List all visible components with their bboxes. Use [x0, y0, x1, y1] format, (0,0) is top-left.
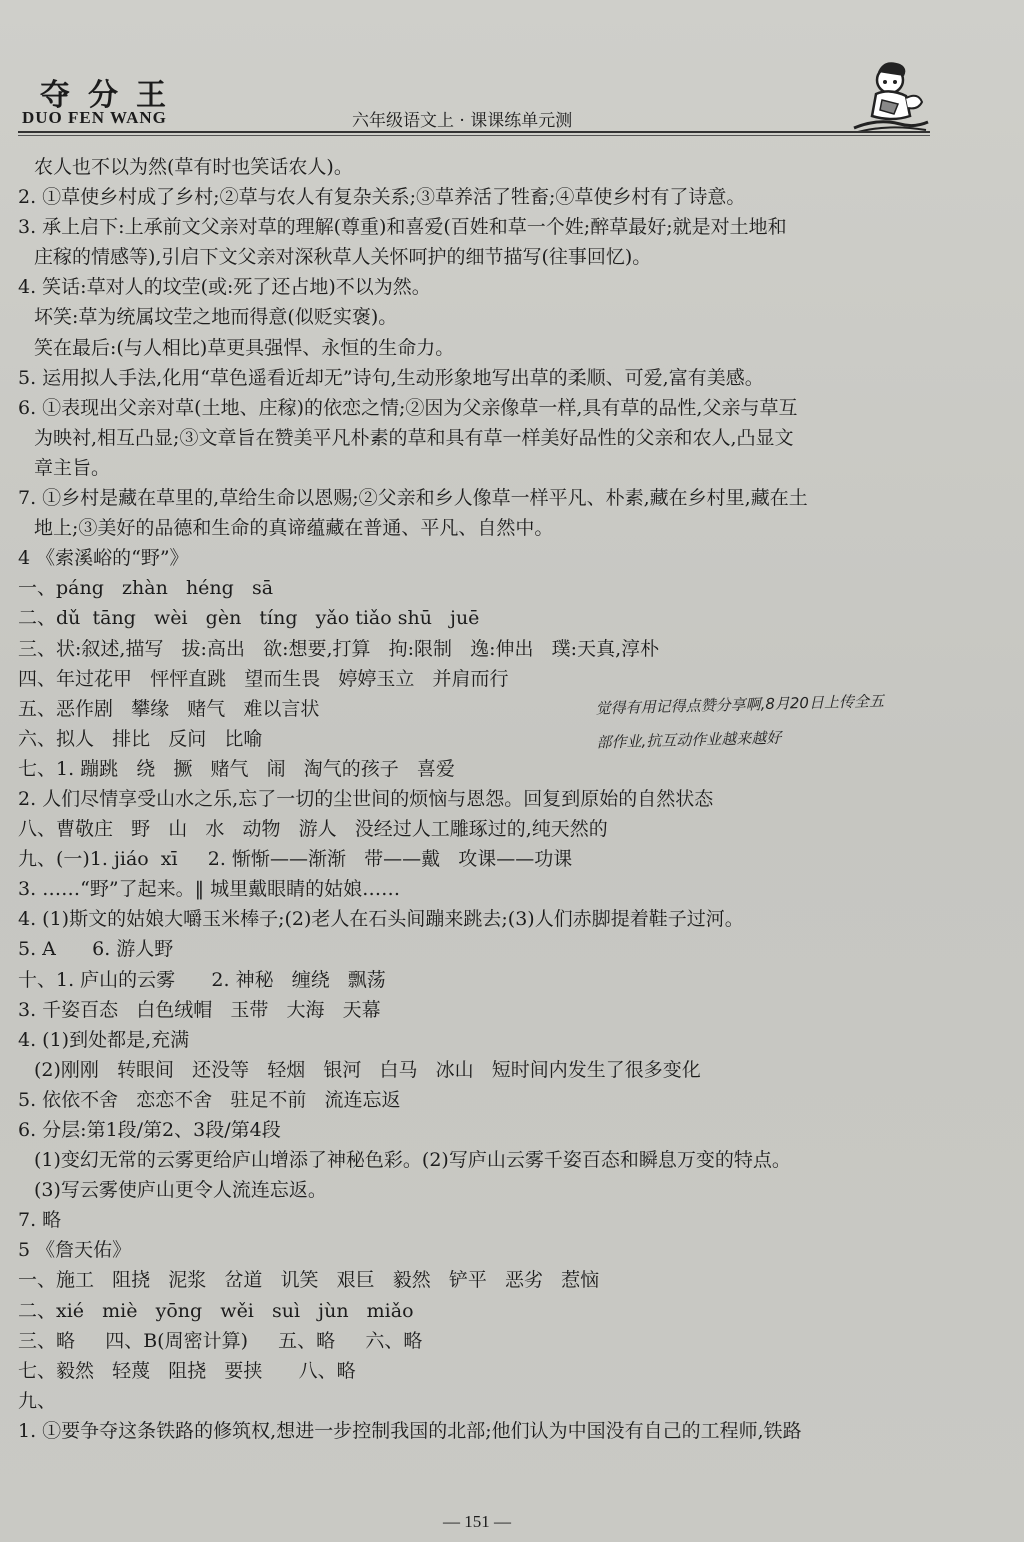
text-line: 笑在最后:(与人相比)草更具强悍、永恒的生命力。: [34, 336, 455, 359]
text-line: 七、毅然 轻蔑 阻挠 要挟 八、略: [18, 1359, 356, 1382]
brand-english: DUO FEN WANG: [22, 108, 167, 127]
text-line: 5 《詹天佑》: [18, 1239, 132, 1262]
handwritten-note-line: 觉得有用记得点赞分享啊,8月20日上传全五: [595, 691, 885, 718]
text-line: (2)刚刚 转眼间 还没等 轻烟 银河 白马 冰山 短时间内发生了很多变化: [34, 1058, 701, 1081]
text-line: 二、dǔ tāng wèi gèn tíng yǎo tiǎo shū juē: [18, 607, 480, 630]
header-rule-thin: [18, 135, 930, 136]
mascot-illustration: [848, 58, 932, 134]
text-line: 六、拟人 排比 反问 比喻: [18, 727, 263, 750]
text-line: 7. 略: [18, 1209, 62, 1232]
text-line: 三、状:叙述,描写 拔:高出 欲:想要,打算 拘:限制 逸:伸出 璞:天真,淳朴: [18, 637, 660, 660]
text-line: 一、páng zhàn héng sā: [18, 577, 274, 600]
text-line: 一、施工 阻挠 泥浆 岔道 讥笑 艰巨 毅然 铲平 恶劣 惹恼: [18, 1269, 600, 1292]
text-line: 二、xié miè yōng wěi suì jùn miǎo: [18, 1299, 414, 1322]
text-line: 2. ①草使乡村成了乡村;②草与农人有复杂关系;③草养活了牲畜;④草使乡村有了诗意。: [18, 186, 746, 209]
text-line: 5. A 6. 游人野: [18, 938, 174, 961]
text-line: 农人也不以为然(草有时也笑话农人)。: [34, 156, 353, 178]
text-line: 4 《索溪峪的“野”》: [18, 547, 189, 570]
text-line: 4. (1)到处都是,充满: [18, 1028, 190, 1051]
text-line: 九、(一)1. jiáo xī 2. 惭惭——渐渐 带——戴 攻课——功课: [18, 848, 573, 871]
text-line: 四、年过花甲 怦怦直跳 望而生畏 婷婷玉立 并肩而行: [18, 667, 509, 690]
text-line: 3. ……“野”了起来。‖ 城里戴眼睛的姑娘……: [18, 878, 401, 901]
text-line: 5. 运用拟人手法,化用“草色遥看近却无”诗句,生动形象地写出草的柔顺、可爱,富有美感。: [18, 366, 764, 389]
text-line: 为映衬,相互凸显;③文章旨在赞美平凡朴素的草和具有草一样美好品性的父亲和农人,凸显文: [34, 426, 794, 449]
text-line: 6. 分层:第1段/第2、3段/第4段: [18, 1119, 281, 1141]
text-line: 6. ①表现出父亲对草(土地、庄稼)的依恋之情;②因为父亲像草一样,具有草的品性,父亲与草互: [18, 396, 798, 419]
text-line: 九、: [18, 1389, 57, 1412]
text-line: 3. 千姿百态 白色绒帽 玉带 大海 天幕: [18, 998, 381, 1021]
page-number: — 151 —: [443, 1512, 511, 1531]
text-line: 五、恶作剧 攀缘 赌气 难以言状: [18, 697, 320, 720]
text-line: 4. 笑话:草对人的坟茔(或:死了还占地)不以为然。: [18, 276, 431, 299]
text-line: 章主旨。: [34, 456, 111, 479]
text-line: 7. ①乡村是藏在草里的,草给生命以恩赐;②父亲和乡人像草一样平凡、朴素,藏在乡村里,藏在土: [18, 487, 808, 510]
text-line: 4. (1)斯文的姑娘大嚼玉米棒子;(2)老人在石头间蹦来跳去;(3)人们赤脚提着鞋子过河。: [18, 908, 744, 931]
text-line: 坏笑:草为统属坟茔之地而得意(似贬实褒)。: [34, 306, 398, 329]
handwritten-note: [595, 681, 1017, 760]
answer-text-body: [18, 152, 1008, 1446]
text-line: 1. ①要争夺这条铁路的修筑权,想进一步控制我国的北部;他们认为中国没有自己的工程师,铁路: [18, 1419, 802, 1442]
text-line: 3. 承上启下:上承前文父亲对草的理解(尊重)和喜爱(百姓和草一个姓;醉草最好;就是对土地和: [18, 216, 787, 239]
text-line: (1)变幻无常的云雾更给庐山增添了神秘色彩。(2)写庐山云雾千姿百态和瞬息万变的特点。: [34, 1149, 791, 1172]
text-line: 5. 依依不舍 恋恋不舍 驻足不前 流连忘返: [18, 1088, 401, 1111]
text-line: 八、曹敬庄 野 山 水 动物 游人 没经过人工雕琢过的,纯天然的: [18, 818, 608, 841]
text-line: 七、1. 蹦跳 绕 撅 赌气 闹 淘气的孩子 喜爱: [18, 757, 455, 780]
brand-chinese: 夺分王: [40, 78, 184, 113]
text-line: 庄稼的情感等),引启下文父亲对深秋草人关怀呵护的细节描写(往事回忆)。: [34, 246, 652, 269]
text-line: 十、1. 庐山的云雾 2. 神秘 缠绕 飘荡: [18, 968, 386, 991]
book-subtitle: 六年级语文上 · 课课练单元测: [352, 111, 573, 131]
text-line: 2. 人们尽情享受山水之乐,忘了一切的尘世间的烦恼与恩怨。回复到原始的自然状态: [18, 787, 714, 810]
text-line: 地上;③美好的品德和生命的真谛蕴藏在普通、平凡、自然中。: [34, 517, 554, 540]
header-rule: [18, 131, 930, 133]
text-line: 三、略 四、B(周密计算) 五、略 六、略: [18, 1329, 423, 1352]
handwritten-note-line: 部作业,抗互动作业越来越好: [596, 728, 782, 752]
text-line: (3)写云雾使庐山更令人流连忘返。: [34, 1179, 327, 1202]
